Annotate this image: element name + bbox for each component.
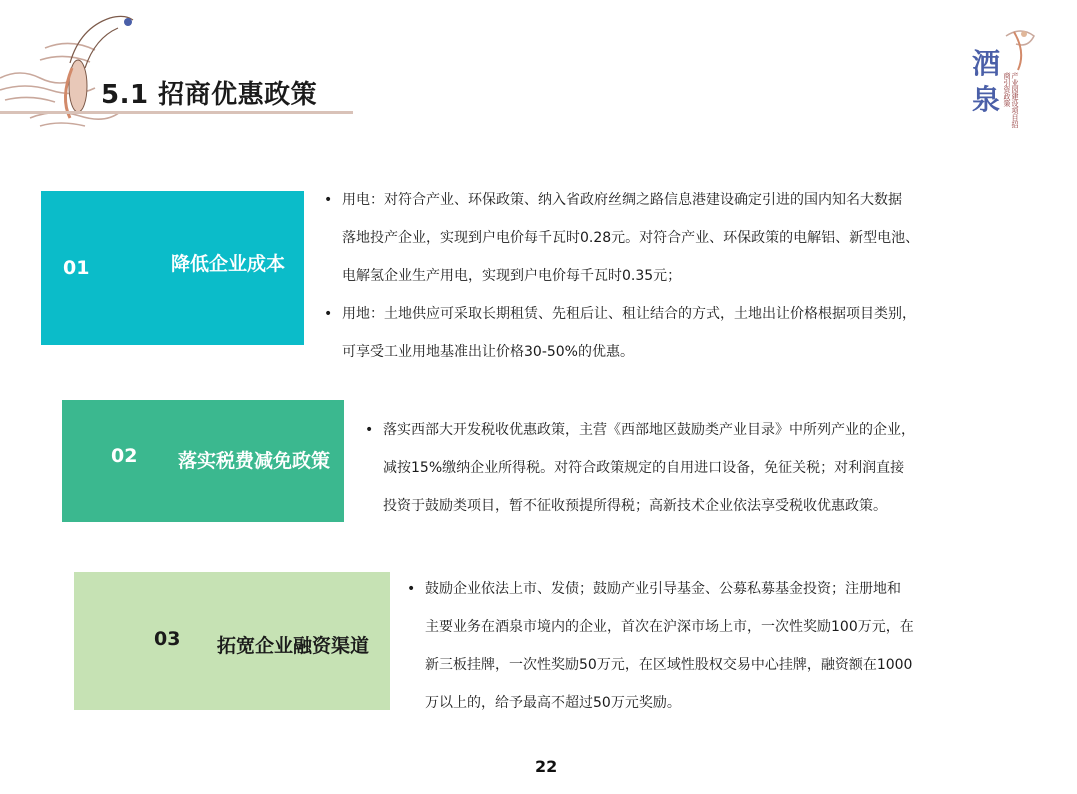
logo-char-2: 泉 [972,83,1001,116]
block-label: 落实税费减免政策 [178,450,331,472]
block-01-paragraph-1: • 用电：对符合产业、环保政策、纳入省政府丝绸之路信息港建设确定引进的国内知名大数据 落地投产企业，实现到户电价每千瓦时0.28元。对符合产业、环保政策的电解铝、新型电池、 电解氢企业生产用电，实现到户电价每千瓦时0.35元； [342,181,919,295]
bullet-icon: • [407,581,416,597]
logo-subtitle: 产业园建设项目招商引资政策 [1003,72,1019,128]
block-label: 降低企业成本 [171,253,286,275]
block-number: 03 [154,628,181,650]
bullet-icon: • [365,422,374,438]
block-03-paragraph-1: • 鼓励企业依法上市、发债；鼓励产业引导基金、公募私募基金投资；注册地和 主要业务在酒泉市境内的企业，首次在沪深市场上市，一次性奖励100万元，在 新三板挂牌，一次性奖励50万元，在区域性股权交易中心挂牌，融资额在1000 万以上的，给予最高不超过50万元奖励。 [425,570,914,722]
block-01-panel [41,191,304,345]
block-number: 02 [111,445,138,467]
page-number: 22 [535,757,558,776]
block-01-paragraph-2: • 用地：土地供应可采取长期租赁、先租后让、租让结合的方式，土地出让价格根据项目类别， 可享受工业用地基准出让价格30-50%的优惠。 [342,295,916,371]
block-02-panel [62,400,344,522]
logo-char-1: 酒 [972,47,1001,80]
bullet-icon: • [324,192,333,208]
crane-cloud-decoration [0,8,360,133]
bullet-icon: • [324,306,333,322]
page-title: 5.1 招商优惠政策 [101,80,318,110]
block-03-panel [74,572,390,710]
title-underline [0,111,353,114]
block-number: 01 [63,257,90,279]
block-02-paragraph-1: • 落实西部大开发税收优惠政策，主营《西部地区鼓励类产业目录》中所列产业的企业， 减按15%缴纳企业所得税。对符合政策规定的自用进口设备，免征关税；对利润直接 投资于鼓励类项目，暂不征收预提所得税；高新技术企业依法享受税收优惠政策。 [383,411,915,525]
block-label: 拓宽企业融资渠道 [217,635,370,657]
